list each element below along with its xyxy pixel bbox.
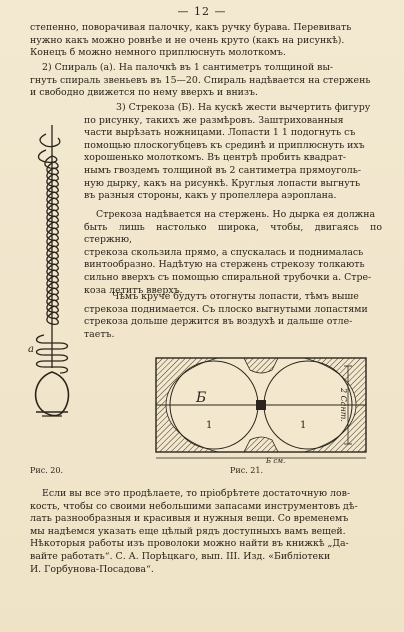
text-line: быть лишь настолько широка, чтобы, двигаясь по стержню,	[84, 221, 382, 246]
text-line: стрекоза скользила прямо, а спускалась и поднималась	[84, 246, 364, 258]
text-line: по рисунку, такихъ же размѣровъ. Заштрихованныя	[84, 114, 344, 126]
text-line: помощью плоскогубцевъ къ срединѣ и приплюснуть ихъ	[84, 139, 365, 151]
figure-20-label-a: а	[28, 344, 34, 355]
text-line: таетъ.	[84, 328, 115, 340]
text-line: хорошенько молоткомъ. Въ центрѣ пробить квадрат-	[84, 152, 347, 164]
figure-21-dragonfly-template	[148, 350, 388, 464]
figure-21-scale-label: 2 Сант.	[339, 388, 348, 422]
text-line: степенно, поворачивая палочку, какъ ручку бурава. Перевивать	[30, 22, 352, 33]
paragraph-top	[30, 22, 382, 60]
figure-20-caption: Рис. 20.	[30, 466, 64, 475]
text-line: 3) Стрекоза (Б). На кускѣ жести вычертить фигуру	[116, 102, 371, 113]
text-line: лать разнообразныя и красивыя и нужныя вещи. Со временемъ	[30, 513, 349, 525]
paragraph-rod	[84, 209, 382, 297]
text-line: сильно вверхъ съ помощью спиральной трубочки а. Стре-	[84, 271, 372, 283]
figure-21-label-one-left: 1	[206, 420, 213, 431]
text-line: кость, чтобы со своими небольшими запасами инструментовъ дѣ-	[30, 500, 358, 512]
text-line: нымъ гвоздемъ толщиной въ 2 сантиметра прямоуголь-	[84, 164, 362, 176]
text-line: Конецъ б можно немного приплюснуть молоткомъ.	[30, 47, 286, 59]
text-line: части вырѣзать ножницами. Лопасти 1 1 подогнуть съ	[84, 127, 356, 139]
text-line: Нѣкоторыя работы изъ проволоки можно найти въ книжкѣ „Да-	[30, 538, 349, 550]
text-line: Если вы все это продѣлаете, то пріобрѣтете достаточную лов-	[42, 488, 351, 499]
page-number: — 12 —	[177, 5, 227, 18]
figure-21-label-one-right: 1	[300, 420, 307, 431]
text-line: И. Горбунова-Посадова“.	[30, 563, 154, 575]
text-line: нужно какъ можно ровнѣе и не очень круто (какъ на рисункѣ).	[30, 34, 345, 46]
text-line: ную дырку, какъ на рисункѣ. Круглыя лопасти выгнуть	[84, 177, 361, 189]
figure-21-bottom-label: Б см.	[266, 457, 286, 464]
figure-21-caption: Рис. 21.	[230, 466, 264, 475]
text-line: Чѣмъ круче будутъ отогнуты лопасти, тѣмъ выше	[112, 291, 359, 302]
text-line: мы надѣемся указать еще цѣлый рядъ доступныхъ вамъ вещей.	[30, 525, 346, 537]
text-line: гнуть спираль звеньевъ въ 15—20. Спираль надѣвается на стержень	[30, 74, 371, 86]
text-line: стрекоза поднимается. Съ плоско выгнутыми лопастями	[84, 303, 368, 315]
paragraph-dragonfly	[84, 102, 382, 203]
text-line: коза летитъ вверхъ.	[84, 284, 183, 296]
text-line: Стрекоза надѣвается на стержень. Но дырка ея должна	[96, 209, 376, 220]
text-line: 2) Спираль (а). На палочкѣ въ 1 сантиметръ толщиной вы-	[42, 62, 334, 73]
text-line: винтообразно. Надѣтую на стержень стрекозу толкають	[84, 259, 365, 271]
text-line: и свободно движется по нему вверхъ и внизъ.	[30, 87, 258, 99]
paragraph-bend	[84, 291, 382, 341]
figure-21-label-b: Б	[196, 390, 207, 406]
text-line: вайте работать“. С. А. Порѣцкаго, вып. III. Изд. «Библіотеки	[30, 550, 331, 562]
text-line: въ разныя стороны, какъ у пропеллера аэроплана.	[84, 190, 337, 202]
paragraph-closing	[30, 488, 382, 576]
paragraph-spiral	[30, 62, 382, 100]
text-line: стрекоза дольше держится въ воздухѣ и дальше отле-	[84, 316, 353, 328]
figure-20-spiral-illustration	[24, 120, 80, 450]
